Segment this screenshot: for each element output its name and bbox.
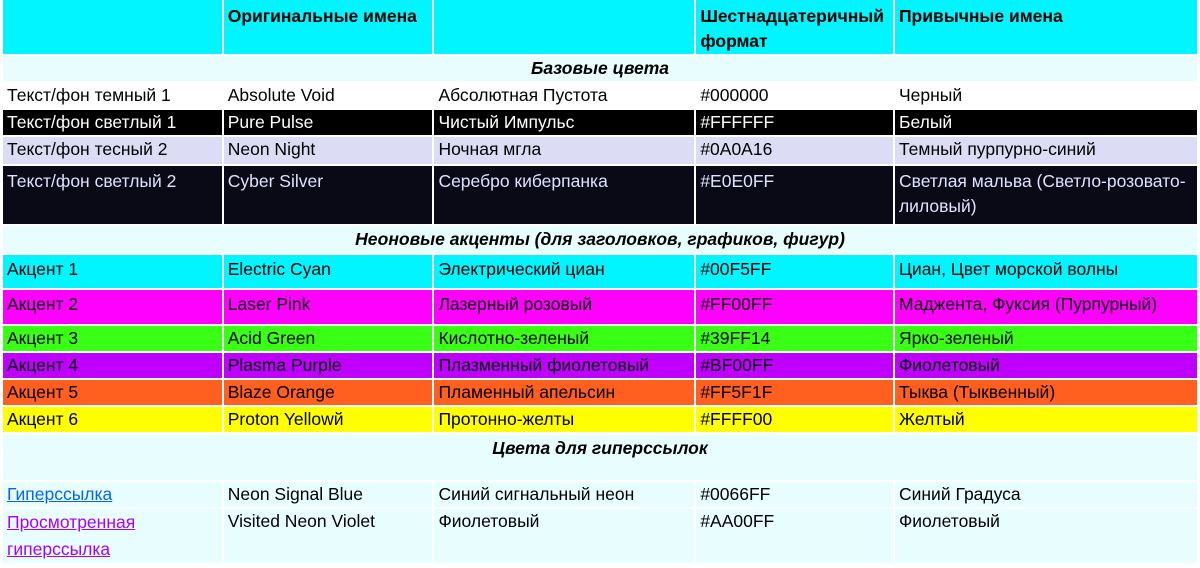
table-row bbox=[3, 509, 1197, 563]
table-row bbox=[3, 290, 1197, 324]
table-row bbox=[3, 83, 1197, 108]
cell-role: Акцент 3 bbox=[3, 326, 222, 351]
hyperlink-sample[interactable]: Гиперссылка bbox=[7, 484, 113, 504]
header-cell-common-names: Привычные имена bbox=[895, 0, 1197, 54]
section-title: Неоновые акценты (для заголовков, графиков, фигур) bbox=[3, 226, 1197, 253]
cell-common-name: Фиолетовый bbox=[895, 353, 1197, 378]
cell-common-name: Ярко-зеленый bbox=[895, 326, 1197, 351]
table-row bbox=[3, 137, 1197, 164]
table-row bbox=[3, 166, 1197, 224]
cell-hex: #AA00FF bbox=[696, 509, 893, 563]
table-row bbox=[3, 110, 1197, 135]
cell-common-name: Белый bbox=[895, 110, 1197, 135]
cell-role: Текст/фон светлый 2 bbox=[3, 166, 222, 224]
cell-name: Blaze Orange bbox=[224, 380, 433, 405]
cell-ru-name: Серебро киберпанка bbox=[434, 166, 694, 224]
cell-name: Absolute Void bbox=[224, 83, 433, 108]
cell-ru-name: Протонно-желты bbox=[434, 407, 694, 432]
header-cell-role bbox=[3, 0, 222, 54]
cell-common-name: Фиолетовый bbox=[895, 509, 1197, 563]
cell-ru-name: Лазерный розовый bbox=[434, 290, 694, 324]
cell-common-name: Синий Градуса bbox=[895, 482, 1197, 507]
cell-name: Acid Green bbox=[224, 326, 433, 351]
cell-hex: #FFFF00 bbox=[696, 407, 893, 432]
cell-hex: #FF00FF bbox=[696, 290, 893, 324]
cell-hex: #0A0A16 bbox=[696, 137, 893, 164]
cell-ru-name: Ночная мгла bbox=[434, 137, 694, 164]
header-cell-hex: Шестнадцатеричный формат bbox=[696, 0, 893, 54]
cell-name: Neon Night bbox=[224, 137, 433, 164]
cell-name: Visited Neon Violet bbox=[224, 509, 433, 563]
table-row bbox=[3, 353, 1197, 378]
cell-common-name: Светлая мальва (Светло-розовато-лиловый) bbox=[895, 166, 1197, 224]
cell-role: Текст/фон тесный 2 bbox=[3, 137, 222, 164]
cell-name: Neon Signal Blue bbox=[224, 482, 433, 507]
cell-role: Акцент 6 bbox=[3, 407, 222, 432]
table-row bbox=[3, 482, 1197, 507]
cell-hex: #000000 bbox=[696, 83, 893, 108]
cell-common-name: Темный пурпурно-синий bbox=[895, 137, 1197, 164]
section-title: Базовые цвета bbox=[3, 56, 1197, 81]
cell-ru-name: Электрический циан bbox=[434, 255, 694, 288]
cell-common-name: Черный bbox=[895, 83, 1197, 108]
cell-ru-name: Абсолютная Пустота bbox=[434, 83, 694, 108]
cell-ru-name: Плазменный фиолетовый bbox=[434, 353, 694, 378]
cell-role bbox=[3, 509, 222, 563]
cell-name: Cyber Silver bbox=[224, 166, 433, 224]
cell-common-name: Маджента, Фуксия (Пурпурный) bbox=[895, 290, 1197, 324]
cell-hex: #FF5F1F bbox=[696, 380, 893, 405]
table-row bbox=[3, 326, 1197, 351]
cell-ru-name: Фиолетовый bbox=[434, 509, 694, 563]
cell-name: Plasma Purple bbox=[224, 353, 433, 378]
cell-ru-name: Синий сигнальный неон bbox=[434, 482, 694, 507]
cell-hex: #00F5FF bbox=[696, 255, 893, 288]
cell-role: Акцент 2 bbox=[3, 290, 222, 324]
cell-hex: #BF00FF bbox=[696, 353, 893, 378]
table-row bbox=[3, 255, 1197, 288]
cell-role: Текст/фон светлый 1 bbox=[3, 110, 222, 135]
cell-hex: #E0E0FF bbox=[696, 166, 893, 224]
cell-name: Laser Pink bbox=[224, 290, 433, 324]
cell-ru-name: Кислотно-зеленый bbox=[434, 326, 694, 351]
section-row-neon bbox=[3, 226, 1197, 253]
cell-common-name: Желтый bbox=[895, 407, 1197, 432]
cell-role: Акцент 5 bbox=[3, 380, 222, 405]
section-row-base bbox=[3, 56, 1197, 81]
section-title: Цвета для гиперссылок bbox=[3, 434, 1197, 480]
table-row bbox=[3, 407, 1197, 432]
cell-hex: #FFFFFF bbox=[696, 110, 893, 135]
cell-role: Акцент 4 bbox=[3, 353, 222, 378]
table-row bbox=[3, 380, 1197, 405]
header-row bbox=[3, 0, 1197, 54]
header-cell-original-names: Оригинальные имена bbox=[224, 0, 433, 54]
cell-ru-name: Чистый Импульс bbox=[434, 110, 694, 135]
cell-hex: #0066FF bbox=[696, 482, 893, 507]
header-cell-translation bbox=[434, 0, 694, 54]
visited-hyperlink-sample[interactable]: Просмотренная гиперссылка bbox=[7, 512, 136, 559]
cell-common-name: Тыква (Тыквенный) bbox=[895, 380, 1197, 405]
cell-ru-name: Пламенный апельсин bbox=[434, 380, 694, 405]
cell-role: Текст/фон темный 1 bbox=[3, 83, 222, 108]
cell-common-name: Циан, Цвет морской волны bbox=[895, 255, 1197, 288]
cell-role: Акцент 1 bbox=[3, 255, 222, 288]
cell-role bbox=[3, 482, 222, 507]
cell-hex: #39FF14 bbox=[696, 326, 893, 351]
color-palette-table bbox=[1, 0, 1199, 565]
section-row-links bbox=[3, 434, 1197, 480]
cell-name: Electric Cyan bbox=[224, 255, 433, 288]
cell-name: Pure Pulse bbox=[224, 110, 433, 135]
cell-name: Proton Yellowй bbox=[224, 407, 433, 432]
